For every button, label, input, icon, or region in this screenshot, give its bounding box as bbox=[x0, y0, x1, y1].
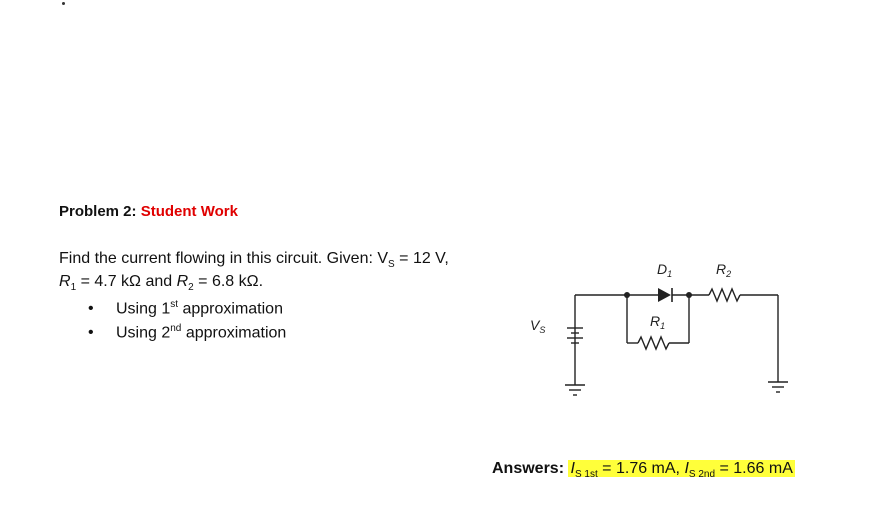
problem-statement-line1: Find the current flowing in this circuit. Given: $V_S = 12$ V, bbox=[59, 250, 449, 271]
r2-label: $R_2$ bbox=[716, 261, 732, 279]
problem-statement-line2: $R_1 = 4.7$ kΩ and $R_2 = 6.8$ kΩ. bbox=[59, 273, 264, 294]
bullet-item-2: • Using 2nd approximation bbox=[88, 318, 286, 344]
junction-node bbox=[686, 292, 692, 298]
stray-dot bbox=[62, 2, 65, 5]
circuit-diagram bbox=[520, 250, 800, 410]
bullet-item-1: • Using 1st approximation bbox=[88, 294, 283, 320]
problem-label: Problem 2: bbox=[59, 203, 137, 220]
junction-node bbox=[624, 292, 630, 298]
d1-label: $D_1$ bbox=[657, 261, 673, 279]
answers-label: Answers: bbox=[492, 460, 565, 477]
bullet-icon: • bbox=[88, 324, 94, 342]
vs-label: $V_S$ bbox=[530, 317, 546, 335]
bullet-icon: • bbox=[88, 300, 94, 318]
problem-title bbox=[59, 203, 238, 220]
diode-symbol bbox=[658, 288, 671, 302]
answers-highlight: $I_{S 1st} = 1.76$ mA, $I_{S 2nd} = 1.66$ mA bbox=[570, 460, 793, 481]
answers-line bbox=[492, 458, 795, 486]
r1-label: $R_1$ bbox=[650, 313, 666, 331]
student-work-label: Student Work bbox=[140, 203, 238, 220]
